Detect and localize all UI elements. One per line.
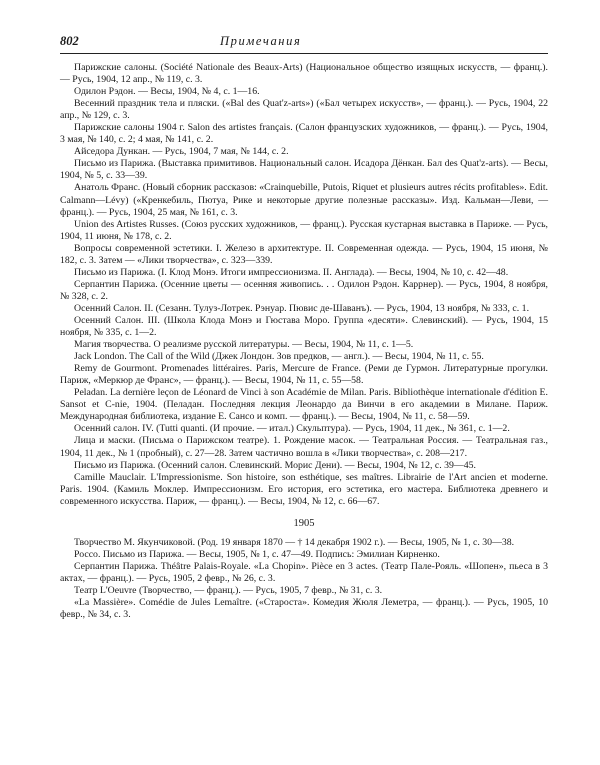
bibliography-entry: Одилон Рэдон. — Весы, 1904, № 4, с. 1—16. — [74, 86, 260, 98]
page-number: 802 — [60, 34, 79, 48]
bibliography-entry: Осенний Салон. II. (Сезанн. Тулуз-Лотрек. Рэнуар. Пювис де-Шаванъ). — Русь, 1904, 13 ноября, № 333, с. 1. — [74, 302, 530, 314]
bibliography-entry: Camille Mauclair. L'Impressionisme. Son histoire, son esthétique, ses maîtres. Librairie de l'Art ancien et moderne. Paris. 1904. (Камиль Моклер. Импрессионизм. Его история, его эстетика, его мастера. Библиотека древнего и современного искусства. Париж, — франц.). — Весы, 1904, № 12, с. 66—67. — [60, 471, 548, 507]
bibliography-entry: «La Massière». Comédie de Jules Lemaître. («Староста». Комедия Жюля Леметра, — франц.). — Русь, 1905, 10 февр., № 34, с. 3. — [60, 597, 548, 621]
bibliography-entry: Серпантин Парижа. Théâtre Palais-Royale. «La Chopin». Pièce en 3 actes. (Театр Пале-Рояль. «Шопен», пьеса в 3 актах, — франц.). — Русь, 1905, 2 февр., № 26, с. 3. — [60, 560, 548, 584]
bibliography-entry: Осенний Салон. III. (Школа Клода Монэ и Гюстава Моро. Группа «десяти». Слевинский). — Русь, 1904, 15 ноября, № 335, с. 1—2. — [60, 314, 548, 339]
bibliography-list — [60, 62, 548, 621]
bibliography-entry: Магия творчества. О реализме русской литературы. — Весы, 1904, № 11, с. 1—5. — [74, 339, 414, 351]
bibliography-entry: Письмо из Парижа. (Осенний салон. Слевинский. Морис Дени). — Весы, 1904, № 12, с. 39—45. — [74, 459, 476, 471]
bibliography-entry: Peladan. La dernière leçon de Léonard de Vinci à son Académie de Milan. Paris. Bibliothèque internationale d'édition E. Sansot et C-nie, 1904. (Пеладан. Последняя лекция Леонардо да Винчи в его академии в Милане. Париж. Международная библиотека, издание Е. Сансо и комп. — франц.). — Весы, 1904, № 11, с. 58—59. — [60, 387, 548, 423]
bibliography-entry: Jack London. The Call of the Wild (Джек Лондон. Зов предков, — англ.). — Весы, 1904, № 11, с. 55. — [74, 351, 484, 363]
running-head: Примечания — [220, 34, 302, 48]
page-header — [60, 34, 548, 54]
bibliography-entry: Парижские салоны. (Société Nationale des Beaux-Arts) (Национальное общество изящных искусств, — франц.). — Русь, 1904, 12 апр., № 119, с. 3. — [60, 62, 548, 86]
bibliography-entry: Анатоль Франс. (Новый сборник рассказов: «Crainquebille, Putois, Riquet et plusieurs autres récits profitables». Edit. Calmann—Lévy) («Кренкебиль, Пютуа, Рике и некоторые другие полезные рассказы». Изд. Кальман—Леви, — франц.). — Русь, 1904, 25 мая, № 161, с. 3. — [60, 182, 548, 218]
entries-1904 — [60, 62, 548, 508]
bibliography-entry: Весенний праздник тела и пляски. («Bal des Quat'z-arts») («Бал четырех искусств», — франц.). — Русь, 1904, 22 апр., № 129, с. 3. — [60, 98, 548, 122]
bibliography-entry: Россо. Письмо из Парижа. — Весы, 1905, № 1, с. 47—49. Подпись: Эмилиан Кирненко. — [74, 548, 440, 560]
entries-1905 — [60, 537, 548, 621]
bibliography-entry: Лица и маски. (Письма о Парижском театре). 1. Рождение масок. — Театральная Россия. — Театральная газ., 1904, 11 дек., № 1 (пробный), с. 27—28. Затем частично вошла в «Лики творчества», с. 208—217. — [60, 435, 548, 459]
year-heading: 1905 — [293, 517, 315, 529]
bibliography-entry: Осенний салон. IV. (Tutti quanti. (И прочие. — итал.) Скульптура). — Русь, 1904, 11 дек., № 361, с. 1—2. — [74, 423, 510, 435]
bibliography-entry: Айседора Дункан. — Русь, 1904, 7 мая, № 144, с. 2. — [74, 146, 289, 158]
bibliography-entry: Union des Artistes Russes. (Союз русских художников, — франц.). Русская кустарная выставка в Париже. — Русь, 1904, 11 июня, № 178, с. 2. — [60, 218, 548, 242]
bibliography-entry: Творчество М. Якунчиковой. (Род. 19 января 1870 — † 14 декабря 1902 г.). — Весы, 1905, № 1, с. 30—38. — [74, 536, 515, 548]
bibliography-entry: Театр L'Oeuvre (Творчество, — франц.). — Русь, 1905, 7 февр., № 31, с. 3. — [74, 584, 383, 596]
bibliography-entry: Письмо из Парижа. (I. Клод Монэ. Итоги импрессионизма. II. Англада). — Весы, 1904, № 10, с. 42—48. — [74, 266, 509, 278]
bibliography-entry: Серпантин Парижа. (Осенние цветы — осенняя живопись. . . Одилон Рэдон. Каррнер). — Русь, 1904, 8 ноября, № 328, с. 2. — [60, 278, 548, 302]
bibliography-entry: Remy de Gourmont. Promenades littéraires. Paris, Mercure de France. (Реми де Гурмон. Литературные прогулки. Париж, «Меркюр де Франс», — франц.). — Весы, 1904, № 11, с. 55—58. — [60, 363, 548, 387]
bibliography-entry: Письмо из Парижа. (Выставка примитивов. Национальный салон. Исадора Дёнкан. Бал des Quat'z-arts). — Весы, 1904, № 5, с. 33—39. — [60, 158, 548, 182]
bibliography-entry: Вопросы современной эстетики. I. Железо в архитектуре. II. Современная одежда. — Русь, 1904, 15 июня, № 182, с. 3. Затем — «Лики творчества», с. 323—339. — [60, 242, 548, 266]
bibliography-entry: Парижские салоны 1904 г. Salon des artistes français. (Салон французских художников, — франц.). — Русь, 1904, 3 мая, № 140, с. 2; 4 мая, № 141, с. 2. — [60, 122, 548, 146]
